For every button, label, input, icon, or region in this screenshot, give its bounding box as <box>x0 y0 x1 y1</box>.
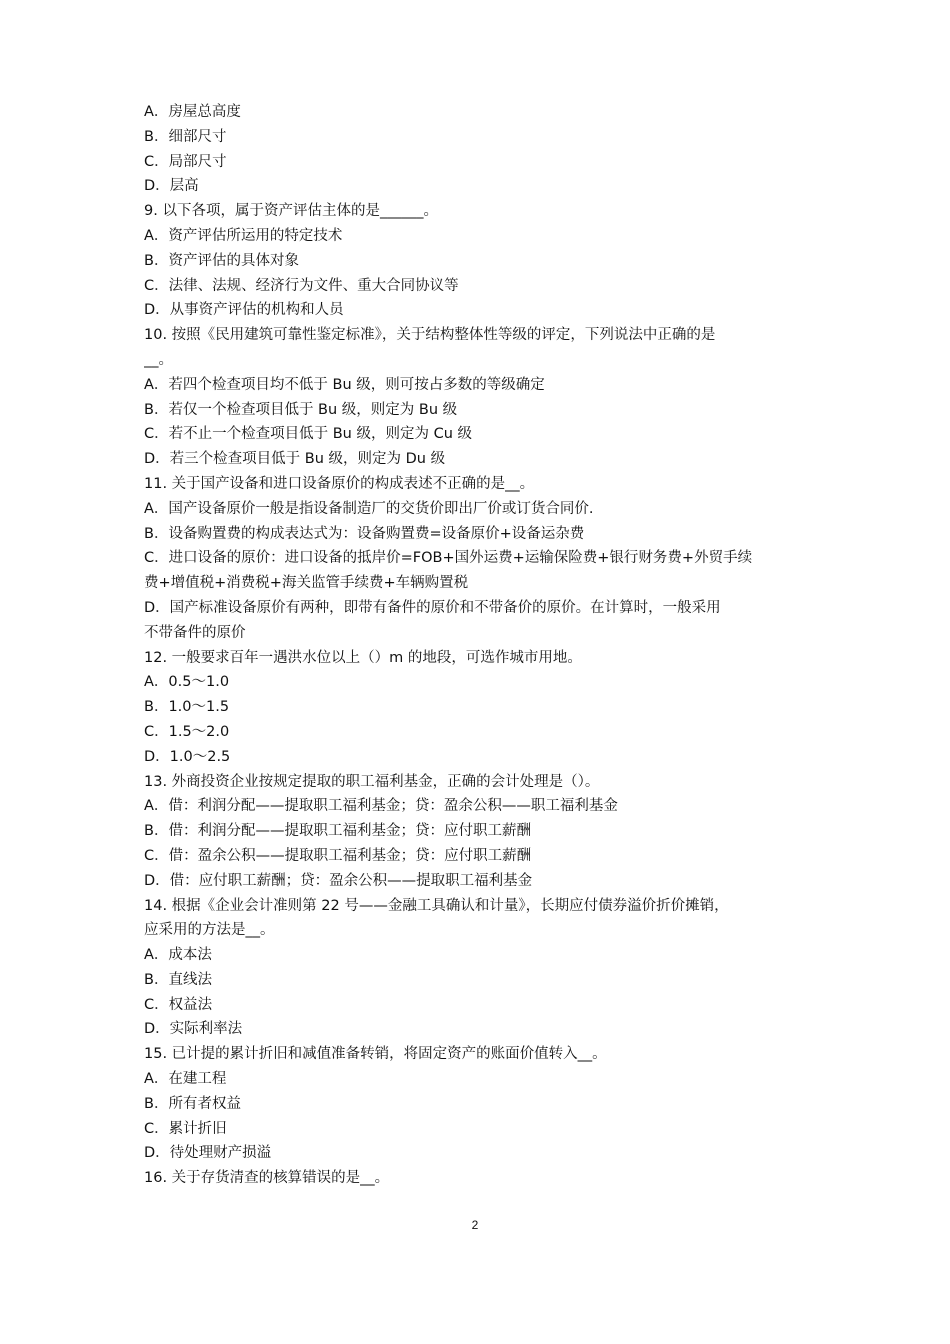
option-line: D．待处理财产损溢 <box>144 1145 272 1162</box>
question-line: 16. 关于存货清查的核算错误的是__。 <box>144 1170 390 1187</box>
option-line: C．进口设备的原价：进口设备的抵岸价=FOB+国外运费+运输保险费+银行财务费+外贸手续 <box>144 550 753 567</box>
option-line: B．1.0～1.5 <box>144 699 230 716</box>
option-line: 不带备件的原价 <box>144 624 246 641</box>
option-line: A．资产评估所运用的特定技术 <box>144 227 343 244</box>
option-line: A．成本法 <box>144 947 212 964</box>
question-line: 14. 根据《企业会计准则第 22 号——金融工具确认和计量》，长期应付债券溢价折价摊销， <box>144 897 729 914</box>
option-line: D．层高 <box>144 178 199 195</box>
option-line: D．借：应付职工薪酬；贷：盈余公积——提取职工福利基金 <box>144 872 533 889</box>
question-line: 15. 已计提的累计折旧和减值准备转销，将固定资产的账面价值转入__。 <box>144 1046 607 1063</box>
option-line: B．所有者权益 <box>144 1095 241 1112</box>
option-line: C．法律、法规、经济行为文件、重大合同协议等 <box>144 277 459 294</box>
option-line: B．资产评估的具体对象 <box>144 252 299 269</box>
page-body <box>144 100 816 1191</box>
option-line: C．权益法 <box>144 996 213 1013</box>
option-line: A．若四个检查项目均不低于 Bu 级，则可按占多数的等级确定 <box>144 376 545 393</box>
option-line: C．1.5～2.0 <box>144 723 230 740</box>
option-line: A．国产设备原价一般是指设备制造厂的交货价即出厂价或订货合同价. <box>144 500 594 517</box>
option-line: B．借：利润分配——提取职工福利基金；贷：应付职工薪酬 <box>144 823 531 840</box>
option-line: C．累计折旧 <box>144 1120 227 1137</box>
question-line: 10. 按照《民用建筑可靠性鉴定标准》，关于结构整体性等级的评定，下列说法中正确的是 <box>144 327 716 344</box>
option-line: C．借：盈余公积——提取职工福利基金；贷：应付职工薪酬 <box>144 847 532 864</box>
option-line: D．国产标准设备原价有两种，即带有备件的原价和不带备价的原价。在计算时，一般采用 <box>144 599 721 616</box>
question-line: __。 <box>144 351 173 368</box>
option-line: 费+增值税+消费税+海关监管手续费+车辆购置税 <box>144 575 469 592</box>
question-line: 9. 以下各项，属于资产评估主体的是______。 <box>144 203 438 220</box>
question-line: 13. 外商投资企业按规定提取的职工福利基金，正确的会计处理是（）。 <box>144 773 600 790</box>
option-line: B．直线法 <box>144 971 212 988</box>
question-line: 11. 关于国产设备和进口设备原价的构成表述不正确的是__。 <box>144 475 535 492</box>
option-line: B．细部尺寸 <box>144 128 227 145</box>
option-line: B．设备购置费的构成表达式为：设备购置费=设备原价+设备运杂费 <box>144 525 585 542</box>
option-line: A．0.5～1.0 <box>144 674 230 691</box>
page-number: 2 <box>471 1218 479 1232</box>
question-line: 应采用的方法是__。 <box>144 922 275 939</box>
option-line: B．若仅一个检查项目低于 Bu 级，则定为 Bu 级 <box>144 401 458 418</box>
option-line: C．局部尺寸 <box>144 153 227 170</box>
option-line: D．从事资产评估的机构和人员 <box>144 302 344 319</box>
question-line: 12. 一般要求百年一遇洪水位以上（）m 的地段，可选作城市用地。 <box>144 649 582 666</box>
option-line: A．在建工程 <box>144 1071 227 1088</box>
option-line: D．1.0～2.5 <box>144 748 231 765</box>
option-line: A．借：利润分配——提取职工福利基金；贷：盈余公积——职工福利基金 <box>144 798 618 815</box>
option-line: A．房屋总高度 <box>144 104 241 120</box>
option-line: C．若不止一个检查项目低于 Bu 级，则定为 Cu 级 <box>144 426 473 443</box>
option-line: D．若三个检查项目低于 Bu 级，则定为 Du 级 <box>144 451 446 468</box>
option-line: D．实际利率法 <box>144 1021 243 1038</box>
